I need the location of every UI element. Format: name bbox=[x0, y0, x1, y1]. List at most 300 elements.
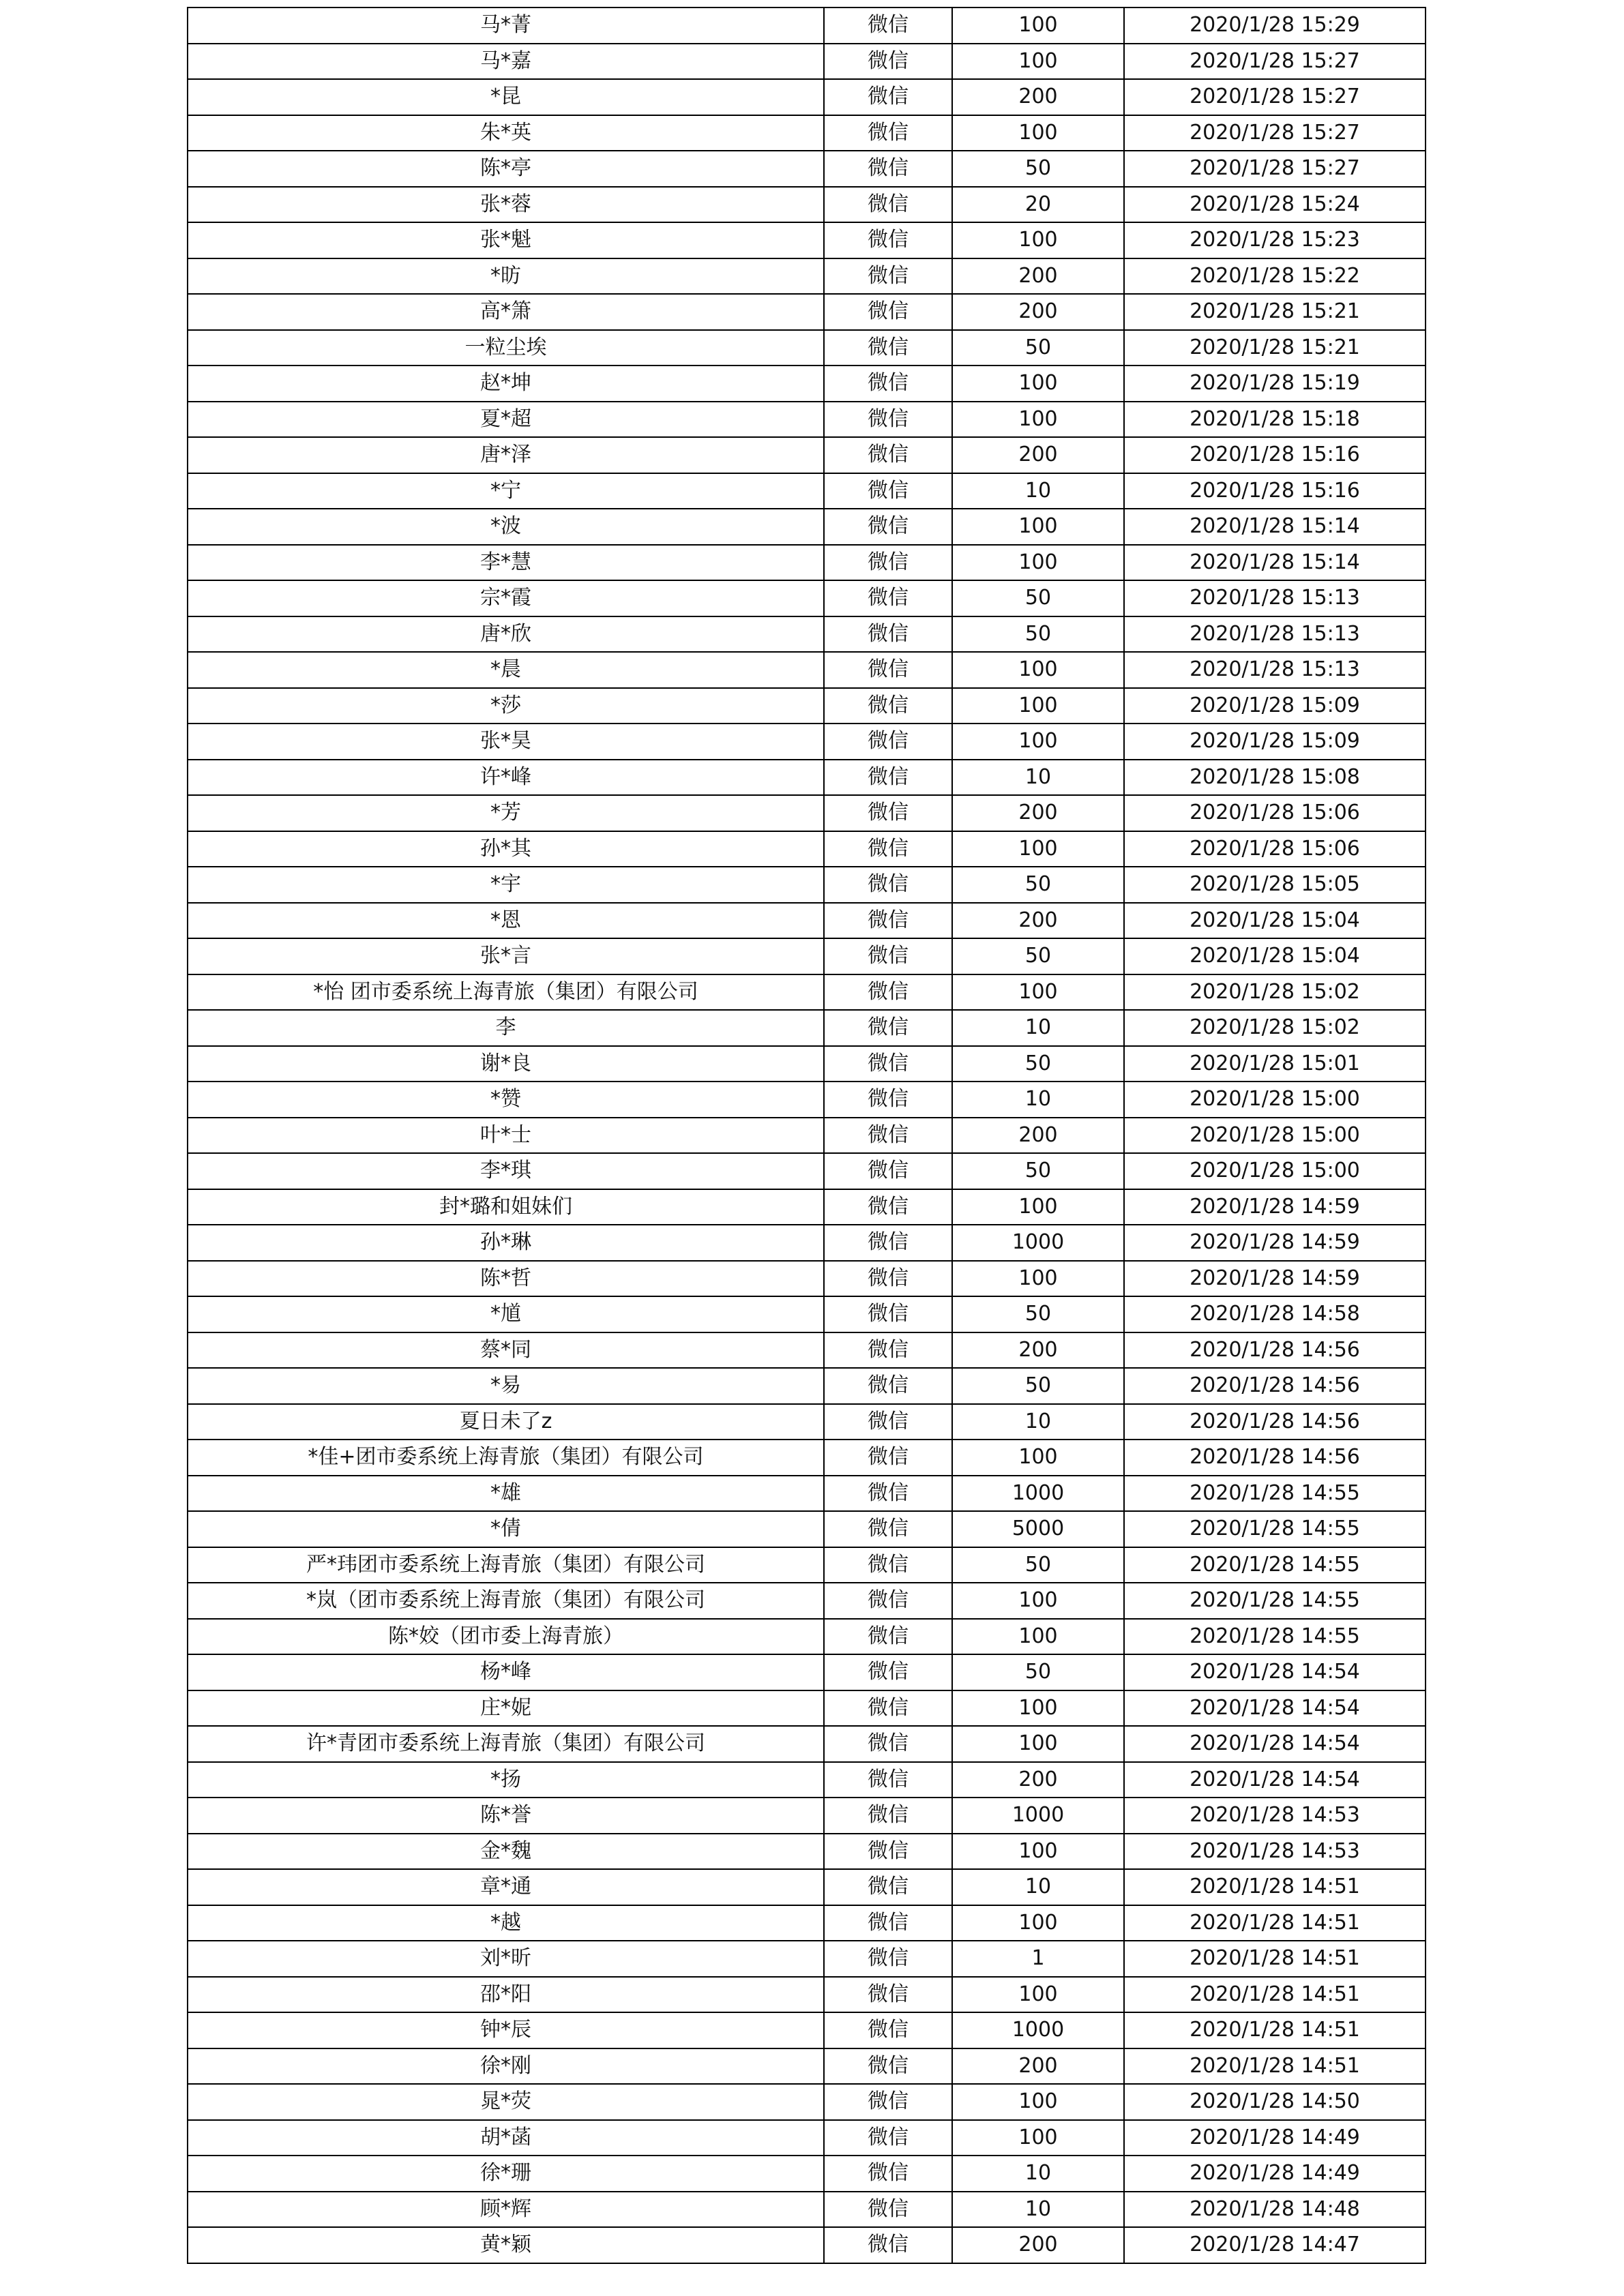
amount-cell: 50 bbox=[952, 580, 1124, 616]
datetime-cell: 2020/1/28 15:00 bbox=[1124, 1082, 1426, 1118]
payment-method-cell: 微信 bbox=[824, 1404, 952, 1440]
amount-cell: 100 bbox=[952, 509, 1124, 545]
donor-name-cell: 马*菁 bbox=[188, 8, 824, 44]
table-row bbox=[188, 1762, 1426, 1798]
donor-name-cell: 蔡*同 bbox=[188, 1332, 824, 1369]
datetime-cell: 2020/1/28 14:55 bbox=[1124, 1547, 1426, 1583]
donor-name-cell: *越 bbox=[188, 1905, 824, 1941]
amount-cell: 5000 bbox=[952, 1511, 1124, 1547]
payment-method-cell: 微信 bbox=[824, 1118, 952, 1154]
amount-cell: 100 bbox=[952, 115, 1124, 151]
payment-method-cell: 微信 bbox=[824, 760, 952, 796]
datetime-cell: 2020/1/28 15:21 bbox=[1124, 330, 1426, 366]
table-row bbox=[188, 1834, 1426, 1870]
datetime-cell: 2020/1/28 15:00 bbox=[1124, 1118, 1426, 1154]
datetime-cell: 2020/1/28 14:50 bbox=[1124, 2084, 1426, 2120]
datetime-cell: 2020/1/28 14:55 bbox=[1124, 1619, 1426, 1655]
amount-cell: 50 bbox=[952, 1296, 1124, 1332]
table-row bbox=[188, 44, 1426, 80]
datetime-cell: 2020/1/28 14:54 bbox=[1124, 1762, 1426, 1798]
donor-name-cell: 叶*士 bbox=[188, 1118, 824, 1154]
donor-name-cell: 晁*荧 bbox=[188, 2084, 824, 2120]
donor-name-cell: 庄*妮 bbox=[188, 1690, 824, 1727]
amount-cell: 50 bbox=[952, 867, 1124, 903]
payment-method-cell: 微信 bbox=[824, 2192, 952, 2228]
datetime-cell: 2020/1/28 15:04 bbox=[1124, 903, 1426, 939]
amount-cell: 200 bbox=[952, 258, 1124, 295]
amount-cell: 50 bbox=[952, 616, 1124, 653]
donor-name-cell: *怡 团市委系统上海青旅（集团）有限公司 bbox=[188, 974, 824, 1011]
datetime-cell: 2020/1/28 14:55 bbox=[1124, 1476, 1426, 1512]
datetime-cell: 2020/1/28 15:02 bbox=[1124, 1010, 1426, 1046]
datetime-cell: 2020/1/28 15:13 bbox=[1124, 652, 1426, 688]
table-row bbox=[188, 1225, 1426, 1261]
donor-name-cell: 陈*亭 bbox=[188, 151, 824, 187]
amount-cell: 1000 bbox=[952, 1225, 1124, 1261]
donor-name-cell: *雄 bbox=[188, 1476, 824, 1512]
payment-method-cell: 微信 bbox=[824, 1690, 952, 1727]
amount-cell: 50 bbox=[952, 151, 1124, 187]
datetime-cell: 2020/1/28 14:55 bbox=[1124, 1583, 1426, 1619]
payment-method-cell: 微信 bbox=[824, 330, 952, 366]
payment-method-cell: 微信 bbox=[824, 151, 952, 187]
table-row bbox=[188, 2120, 1426, 2156]
datetime-cell: 2020/1/28 14:58 bbox=[1124, 1296, 1426, 1332]
payment-method-cell: 微信 bbox=[824, 1834, 952, 1870]
donor-name-cell: 黄*颖 bbox=[188, 2227, 824, 2263]
table-row bbox=[188, 1690, 1426, 1727]
table-row bbox=[188, 1368, 1426, 1404]
donor-name-cell: 马*嘉 bbox=[188, 44, 824, 80]
payment-method-cell: 微信 bbox=[824, 44, 952, 80]
datetime-cell: 2020/1/28 14:54 bbox=[1124, 1726, 1426, 1762]
datetime-cell: 2020/1/28 14:47 bbox=[1124, 2227, 1426, 2263]
payment-method-cell: 微信 bbox=[824, 724, 952, 760]
amount-cell: 100 bbox=[952, 2084, 1124, 2120]
payment-method-cell: 微信 bbox=[824, 616, 952, 653]
donor-name-cell: 邵*阳 bbox=[188, 1977, 824, 2013]
payment-method-cell: 微信 bbox=[824, 1762, 952, 1798]
amount-cell: 50 bbox=[952, 1654, 1124, 1690]
table-row bbox=[188, 151, 1426, 187]
amount-cell: 200 bbox=[952, 2048, 1124, 2085]
amount-cell: 100 bbox=[952, 402, 1124, 438]
table-row bbox=[188, 366, 1426, 402]
amount-cell: 200 bbox=[952, 795, 1124, 831]
datetime-cell: 2020/1/28 15:08 bbox=[1124, 760, 1426, 796]
payment-method-cell: 微信 bbox=[824, 473, 952, 509]
donor-name-cell: 一粒尘埃 bbox=[188, 330, 824, 366]
donor-name-cell: *倩 bbox=[188, 1511, 824, 1547]
payment-method-cell: 微信 bbox=[824, 580, 952, 616]
amount-cell: 20 bbox=[952, 187, 1124, 223]
payment-method-cell: 微信 bbox=[824, 2012, 952, 2048]
datetime-cell: 2020/1/28 15:13 bbox=[1124, 616, 1426, 653]
amount-cell: 10 bbox=[952, 473, 1124, 509]
table-row bbox=[188, 2048, 1426, 2085]
table-row bbox=[188, 545, 1426, 581]
donor-name-cell: *恩 bbox=[188, 903, 824, 939]
donor-name-cell: *馗 bbox=[188, 1296, 824, 1332]
amount-cell: 100 bbox=[952, 8, 1124, 44]
table-row bbox=[188, 831, 1426, 867]
table-row bbox=[188, 330, 1426, 366]
table-row bbox=[188, 2084, 1426, 2120]
donor-name-cell: *莎 bbox=[188, 688, 824, 724]
payment-method-cell: 微信 bbox=[824, 1046, 952, 1082]
amount-cell: 200 bbox=[952, 1762, 1124, 1798]
donation-table-body bbox=[188, 8, 1426, 2263]
donor-name-cell: 金*魏 bbox=[188, 1834, 824, 1870]
donor-name-cell: 夏*超 bbox=[188, 402, 824, 438]
datetime-cell: 2020/1/28 15:02 bbox=[1124, 974, 1426, 1011]
donor-name-cell: 章*通 bbox=[188, 1869, 824, 1905]
donor-name-cell: 顾*辉 bbox=[188, 2192, 824, 2228]
datetime-cell: 2020/1/28 15:27 bbox=[1124, 79, 1426, 115]
amount-cell: 200 bbox=[952, 79, 1124, 115]
donor-name-cell: 封*璐和姐妹们 bbox=[188, 1189, 824, 1225]
donor-name-cell: 陈*姣（团市委上海青旅） bbox=[188, 1619, 824, 1655]
payment-method-cell: 微信 bbox=[824, 1798, 952, 1834]
donor-name-cell: 陈*誉 bbox=[188, 1798, 824, 1834]
amount-cell: 100 bbox=[952, 2120, 1124, 2156]
table-row bbox=[188, 1261, 1426, 1297]
table-row bbox=[188, 1118, 1426, 1154]
datetime-cell: 2020/1/28 15:13 bbox=[1124, 580, 1426, 616]
datetime-cell: 2020/1/28 15:23 bbox=[1124, 222, 1426, 258]
amount-cell: 100 bbox=[952, 652, 1124, 688]
donor-name-cell: *赞 bbox=[188, 1082, 824, 1118]
table-row bbox=[188, 1511, 1426, 1547]
datetime-cell: 2020/1/28 15:00 bbox=[1124, 1153, 1426, 1189]
table-row bbox=[188, 2192, 1426, 2228]
datetime-cell: 2020/1/28 15:16 bbox=[1124, 473, 1426, 509]
payment-method-cell: 微信 bbox=[824, 831, 952, 867]
datetime-cell: 2020/1/28 14:51 bbox=[1124, 2012, 1426, 2048]
table-row bbox=[188, 2227, 1426, 2263]
table-row bbox=[188, 1332, 1426, 1369]
table-row bbox=[188, 1404, 1426, 1440]
amount-cell: 100 bbox=[952, 545, 1124, 581]
payment-method-cell: 微信 bbox=[824, 1654, 952, 1690]
datetime-cell: 2020/1/28 15:09 bbox=[1124, 724, 1426, 760]
table-row bbox=[188, 2156, 1426, 2192]
donor-name-cell: *芳 bbox=[188, 795, 824, 831]
payment-method-cell: 微信 bbox=[824, 2156, 952, 2192]
amount-cell: 50 bbox=[952, 1153, 1124, 1189]
amount-cell: 100 bbox=[952, 44, 1124, 80]
datetime-cell: 2020/1/28 14:51 bbox=[1124, 1905, 1426, 1941]
payment-method-cell: 微信 bbox=[824, 115, 952, 151]
payment-method-cell: 微信 bbox=[824, 509, 952, 545]
payment-method-cell: 微信 bbox=[824, 1869, 952, 1905]
datetime-cell: 2020/1/28 15:22 bbox=[1124, 258, 1426, 295]
datetime-cell: 2020/1/28 14:49 bbox=[1124, 2156, 1426, 2192]
amount-cell: 100 bbox=[952, 1834, 1124, 1870]
payment-method-cell: 微信 bbox=[824, 1619, 952, 1655]
donor-name-cell: 孙*其 bbox=[188, 831, 824, 867]
datetime-cell: 2020/1/28 15:16 bbox=[1124, 437, 1426, 473]
payment-method-cell: 微信 bbox=[824, 366, 952, 402]
payment-method-cell: 微信 bbox=[824, 437, 952, 473]
amount-cell: 100 bbox=[952, 724, 1124, 760]
donor-name-cell: *昉 bbox=[188, 258, 824, 295]
datetime-cell: 2020/1/28 14:51 bbox=[1124, 1941, 1426, 1977]
datetime-cell: 2020/1/28 14:54 bbox=[1124, 1654, 1426, 1690]
datetime-cell: 2020/1/28 15:14 bbox=[1124, 545, 1426, 581]
table-row bbox=[188, 724, 1426, 760]
payment-method-cell: 微信 bbox=[824, 8, 952, 44]
donor-name-cell: *扬 bbox=[188, 1762, 824, 1798]
table-row bbox=[188, 187, 1426, 223]
payment-method-cell: 微信 bbox=[824, 1941, 952, 1977]
amount-cell: 50 bbox=[952, 1046, 1124, 1082]
datetime-cell: 2020/1/28 15:19 bbox=[1124, 366, 1426, 402]
amount-cell: 100 bbox=[952, 1583, 1124, 1619]
amount-cell: 100 bbox=[952, 1189, 1124, 1225]
payment-method-cell: 微信 bbox=[824, 2120, 952, 2156]
donor-name-cell: *易 bbox=[188, 1368, 824, 1404]
donor-name-cell: 谢*良 bbox=[188, 1046, 824, 1082]
datetime-cell: 2020/1/28 15:29 bbox=[1124, 8, 1426, 44]
payment-method-cell: 微信 bbox=[824, 795, 952, 831]
payment-method-cell: 微信 bbox=[824, 1547, 952, 1583]
table-row bbox=[188, 1010, 1426, 1046]
table-row bbox=[188, 1941, 1426, 1977]
datetime-cell: 2020/1/28 15:04 bbox=[1124, 938, 1426, 974]
amount-cell: 10 bbox=[952, 2192, 1124, 2228]
datetime-cell: 2020/1/28 15:06 bbox=[1124, 795, 1426, 831]
donor-name-cell: 夏日未了z bbox=[188, 1404, 824, 1440]
table-row bbox=[188, 1082, 1426, 1118]
amount-cell: 100 bbox=[952, 1905, 1124, 1941]
amount-cell: 50 bbox=[952, 1368, 1124, 1404]
donor-name-cell: *岚（团市委系统上海青旅（集团）有限公司 bbox=[188, 1583, 824, 1619]
payment-method-cell: 微信 bbox=[824, 652, 952, 688]
payment-method-cell: 微信 bbox=[824, 294, 952, 330]
payment-method-cell: 微信 bbox=[824, 2084, 952, 2120]
donor-name-cell: 张*言 bbox=[188, 938, 824, 974]
donor-name-cell: 李*慧 bbox=[188, 545, 824, 581]
datetime-cell: 2020/1/28 15:18 bbox=[1124, 402, 1426, 438]
amount-cell: 50 bbox=[952, 1547, 1124, 1583]
payment-method-cell: 微信 bbox=[824, 1332, 952, 1369]
donor-name-cell: 张*魁 bbox=[188, 222, 824, 258]
donor-name-cell: *宇 bbox=[188, 867, 824, 903]
amount-cell: 1000 bbox=[952, 1476, 1124, 1512]
amount-cell: 200 bbox=[952, 1118, 1124, 1154]
donor-name-cell: *昆 bbox=[188, 79, 824, 115]
table-row bbox=[188, 795, 1426, 831]
payment-method-cell: 微信 bbox=[824, 1296, 952, 1332]
donor-name-cell: 唐*欣 bbox=[188, 616, 824, 653]
datetime-cell: 2020/1/28 14:55 bbox=[1124, 1511, 1426, 1547]
donor-name-cell: 张*昊 bbox=[188, 724, 824, 760]
table-row bbox=[188, 974, 1426, 1011]
payment-method-cell: 微信 bbox=[824, 187, 952, 223]
payment-method-cell: 微信 bbox=[824, 903, 952, 939]
datetime-cell: 2020/1/28 14:51 bbox=[1124, 1869, 1426, 1905]
payment-method-cell: 微信 bbox=[824, 1583, 952, 1619]
datetime-cell: 2020/1/28 15:24 bbox=[1124, 187, 1426, 223]
table-row bbox=[188, 938, 1426, 974]
amount-cell: 200 bbox=[952, 294, 1124, 330]
payment-method-cell: 微信 bbox=[824, 402, 952, 438]
donor-name-cell: 徐*刚 bbox=[188, 2048, 824, 2085]
donor-name-cell: 钟*辰 bbox=[188, 2012, 824, 2048]
datetime-cell: 2020/1/28 15:27 bbox=[1124, 44, 1426, 80]
table-row bbox=[188, 509, 1426, 545]
payment-method-cell: 微信 bbox=[824, 1261, 952, 1297]
amount-cell: 100 bbox=[952, 1726, 1124, 1762]
table-row bbox=[188, 688, 1426, 724]
table-row bbox=[188, 8, 1426, 44]
table-row bbox=[188, 1189, 1426, 1225]
amount-cell: 1 bbox=[952, 1941, 1124, 1977]
datetime-cell: 2020/1/28 14:48 bbox=[1124, 2192, 1426, 2228]
table-row bbox=[188, 222, 1426, 258]
datetime-cell: 2020/1/28 14:53 bbox=[1124, 1798, 1426, 1834]
table-row bbox=[188, 580, 1426, 616]
datetime-cell: 2020/1/28 15:01 bbox=[1124, 1046, 1426, 1082]
donor-name-cell: 严*玮团市委系统上海青旅（集团）有限公司 bbox=[188, 1547, 824, 1583]
payment-method-cell: 微信 bbox=[824, 867, 952, 903]
datetime-cell: 2020/1/28 14:59 bbox=[1124, 1225, 1426, 1261]
payment-method-cell: 微信 bbox=[824, 938, 952, 974]
table-row bbox=[188, 867, 1426, 903]
payment-method-cell: 微信 bbox=[824, 1726, 952, 1762]
amount-cell: 100 bbox=[952, 974, 1124, 1011]
table-row bbox=[188, 1869, 1426, 1905]
table-row bbox=[188, 1547, 1426, 1583]
datetime-cell: 2020/1/28 15:09 bbox=[1124, 688, 1426, 724]
payment-method-cell: 微信 bbox=[824, 974, 952, 1011]
payment-method-cell: 微信 bbox=[824, 222, 952, 258]
datetime-cell: 2020/1/28 15:14 bbox=[1124, 509, 1426, 545]
donor-name-cell: 杨*峰 bbox=[188, 1654, 824, 1690]
amount-cell: 10 bbox=[952, 1404, 1124, 1440]
amount-cell: 200 bbox=[952, 903, 1124, 939]
donor-name-cell: 宗*霞 bbox=[188, 580, 824, 616]
donor-name-cell: 刘*昕 bbox=[188, 1941, 824, 1977]
payment-method-cell: 微信 bbox=[824, 1010, 952, 1046]
amount-cell: 10 bbox=[952, 760, 1124, 796]
payment-method-cell: 微信 bbox=[824, 79, 952, 115]
amount-cell: 100 bbox=[952, 1440, 1124, 1476]
amount-cell: 100 bbox=[952, 831, 1124, 867]
table-row bbox=[188, 903, 1426, 939]
table-row bbox=[188, 473, 1426, 509]
amount-cell: 1000 bbox=[952, 1798, 1124, 1834]
table-row bbox=[188, 1905, 1426, 1941]
table-row bbox=[188, 1046, 1426, 1082]
datetime-cell: 2020/1/28 14:59 bbox=[1124, 1189, 1426, 1225]
amount-cell: 10 bbox=[952, 1082, 1124, 1118]
amount-cell: 100 bbox=[952, 1977, 1124, 2013]
datetime-cell: 2020/1/28 15:05 bbox=[1124, 867, 1426, 903]
amount-cell: 10 bbox=[952, 1869, 1124, 1905]
amount-cell: 10 bbox=[952, 1010, 1124, 1046]
donor-name-cell: 孙*琳 bbox=[188, 1225, 824, 1261]
datetime-cell: 2020/1/28 15:21 bbox=[1124, 294, 1426, 330]
table-row bbox=[188, 1977, 1426, 2013]
payment-method-cell: 微信 bbox=[824, 1977, 952, 2013]
payment-method-cell: 微信 bbox=[824, 2048, 952, 2085]
amount-cell: 200 bbox=[952, 1332, 1124, 1369]
table-row bbox=[188, 1440, 1426, 1476]
amount-cell: 10 bbox=[952, 2156, 1124, 2192]
donor-name-cell: *波 bbox=[188, 509, 824, 545]
donor-name-cell: *佳+团市委系统上海青旅（集团）有限公司 bbox=[188, 1440, 824, 1476]
donor-name-cell: 高*箫 bbox=[188, 294, 824, 330]
donor-name-cell: 赵*坤 bbox=[188, 366, 824, 402]
donor-name-cell: 陈*哲 bbox=[188, 1261, 824, 1297]
payment-method-cell: 微信 bbox=[824, 1476, 952, 1512]
table-row bbox=[188, 1153, 1426, 1189]
payment-method-cell: 微信 bbox=[824, 1225, 952, 1261]
donation-table bbox=[187, 7, 1426, 2264]
amount-cell: 100 bbox=[952, 366, 1124, 402]
donor-name-cell: 张*蓉 bbox=[188, 187, 824, 223]
table-row bbox=[188, 2012, 1426, 2048]
amount-cell: 50 bbox=[952, 330, 1124, 366]
table-row bbox=[188, 1726, 1426, 1762]
payment-method-cell: 微信 bbox=[824, 1905, 952, 1941]
donor-name-cell: 唐*泽 bbox=[188, 437, 824, 473]
datetime-cell: 2020/1/28 14:51 bbox=[1124, 2048, 1426, 2085]
datetime-cell: 2020/1/28 15:27 bbox=[1124, 115, 1426, 151]
datetime-cell: 2020/1/28 14:53 bbox=[1124, 1834, 1426, 1870]
datetime-cell: 2020/1/28 15:27 bbox=[1124, 151, 1426, 187]
payment-method-cell: 微信 bbox=[824, 545, 952, 581]
table-row bbox=[188, 1619, 1426, 1655]
table-row bbox=[188, 1583, 1426, 1619]
amount-cell: 100 bbox=[952, 1619, 1124, 1655]
amount-cell: 100 bbox=[952, 688, 1124, 724]
table-row bbox=[188, 79, 1426, 115]
amount-cell: 100 bbox=[952, 222, 1124, 258]
amount-cell: 50 bbox=[952, 938, 1124, 974]
table-row bbox=[188, 294, 1426, 330]
payment-method-cell: 微信 bbox=[824, 1153, 952, 1189]
table-row bbox=[188, 1798, 1426, 1834]
donor-name-cell: 许*青团市委系统上海青旅（集团）有限公司 bbox=[188, 1726, 824, 1762]
amount-cell: 200 bbox=[952, 437, 1124, 473]
datetime-cell: 2020/1/28 14:59 bbox=[1124, 1261, 1426, 1297]
datetime-cell: 2020/1/28 14:49 bbox=[1124, 2120, 1426, 2156]
donor-name-cell: 胡*菡 bbox=[188, 2120, 824, 2156]
donor-name-cell: 李*琪 bbox=[188, 1153, 824, 1189]
datetime-cell: 2020/1/28 14:56 bbox=[1124, 1404, 1426, 1440]
donor-name-cell: 许*峰 bbox=[188, 760, 824, 796]
payment-method-cell: 微信 bbox=[824, 2227, 952, 2263]
payment-method-cell: 微信 bbox=[824, 1189, 952, 1225]
payment-method-cell: 微信 bbox=[824, 258, 952, 295]
amount-cell: 100 bbox=[952, 1690, 1124, 1727]
donor-name-cell: *宁 bbox=[188, 473, 824, 509]
datetime-cell: 2020/1/28 14:56 bbox=[1124, 1368, 1426, 1404]
donor-name-cell: *晨 bbox=[188, 652, 824, 688]
datetime-cell: 2020/1/28 14:54 bbox=[1124, 1690, 1426, 1727]
amount-cell: 100 bbox=[952, 1261, 1124, 1297]
datetime-cell: 2020/1/28 15:06 bbox=[1124, 831, 1426, 867]
datetime-cell: 2020/1/28 14:56 bbox=[1124, 1440, 1426, 1476]
payment-method-cell: 微信 bbox=[824, 1368, 952, 1404]
table-row bbox=[188, 258, 1426, 295]
table-row bbox=[188, 616, 1426, 653]
table-row bbox=[188, 1296, 1426, 1332]
datetime-cell: 2020/1/28 14:51 bbox=[1124, 1977, 1426, 2013]
